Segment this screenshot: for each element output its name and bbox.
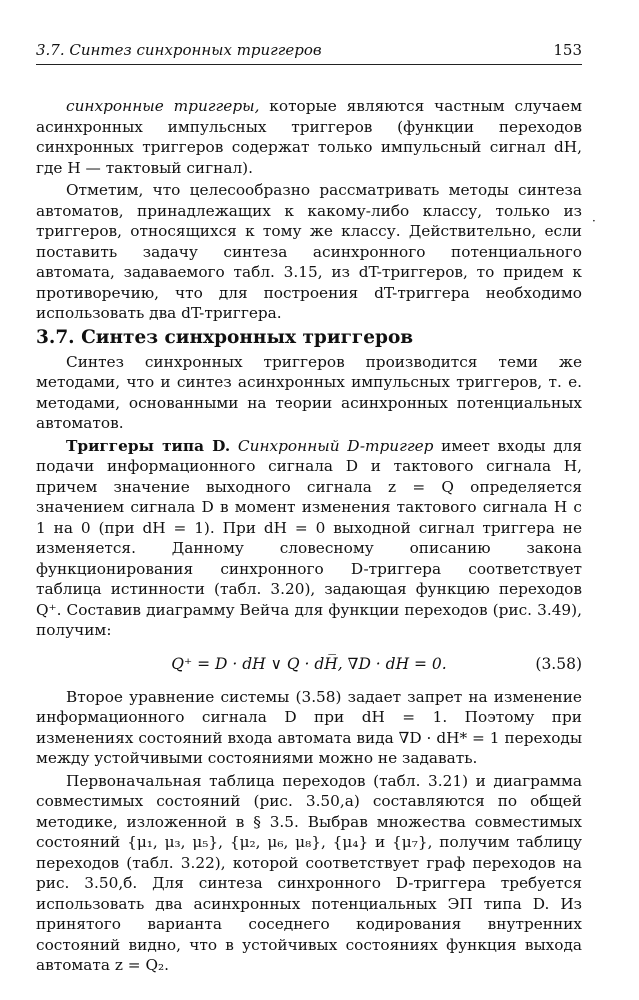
paragraph-4 [36,436,582,641]
paragraph-1-emphasis: синхронные триггеры, [66,97,260,115]
paragraph-1 [36,96,582,178]
paragraph-4-text: имеет входы для подачи информационного сигнала D и тактового сигнала H, причем значение выходного сигнала z = Q определяется значением сигнала D в момент изменения тактового сигнала H с 1 на 0 (при dH = 1). При dH = 0 выходной сигнал триггера не изменяется. Данному словесному описанию закона функционирования синхронного D-триггера соответствует таблица истинности (табл. 3.20), задающая функцию переходов Q⁺. Составив диаграмму Вейча для функции переходов (рис. 3.49), получим: [36,436,582,639]
paragraph-4-emphasis: Синхронный D-триггер [230,436,434,455]
equation-3-58 [36,649,582,679]
margin-dot: · [592,214,596,228]
running-title: 3.7. Синтез синхронных триггеров [36,41,322,59]
running-header [36,40,582,65]
equation-number: (3.58) [535,654,582,673]
paragraph-6: Первоначальная таблица переходов (табл. 3.21) и диаграмма совместимых состояний (рис. 3.50,а) составляются по общей методике, изложенной в § 3.5. Выбрав множества совместимых состояний {μ₁, μ₃, μ₅}, {μ₂, μ₆, μ₈}, {μ₄} и {μ₇}, получим таблицу переходов (табл. 3.22), которой соответствует граф переходов на рис. 3.50,б. Для синтеза синхронного D-триггера требуется использовать два асинхронных потенциальных ЭП типа D. Из принятого варианта соседнего кодирования внутренних состояний видно, что в устойчивых состояниях функция выхода автомата z = Q₂. [36,771,582,974]
paragraph-1-text: которые являются частным случаем асинхронных импульсных триггеров (функции переходов синхронных триггеров содержат только импульсный сигнал dH, где H — тактовый сигнал). [36,97,582,177]
paragraph-2: Отметим, что целесообразно рассматривать методы синтеза автоматов, принадлежащих к какому-либо классу, только из триггеров, относящихся к тому же классу. Действительно, если поставить задачу синтеза асинхронного потенциального автомата, задаваемого табл. 3.15, из dT-триггеров, то придем к противоречию, что для построения dT-триггера необходимо использовать два dT-триггера. [36,181,582,322]
page-number: 153 [553,41,582,59]
equation-body: Q⁺ = D · dH ∨ Q · dH̅, ∇D · dH = 0. [171,654,447,673]
paragraph-3: Синтез синхронных триггеров производится теми же методами, что и синтез асинхронных импульсных триггеров, т. е. методами, основанными на теории асинхронных потенциальных автоматов. [36,352,582,432]
paragraph-5: Второе уравнение системы (3.58) задает запрет на изменение информационного сигнала D при dH = 1. Поэтому при изменениях состояний входа автомата вида ∇D · dH* = 1 переходы между устойчивыми состояниями можно не задавать. [36,687,582,767]
paragraph-4-lead: Триггеры типа D. [66,436,231,455]
section-heading: 3.7. Синтез синхронных триггеров [36,326,414,348]
page-body [36,96,582,976]
